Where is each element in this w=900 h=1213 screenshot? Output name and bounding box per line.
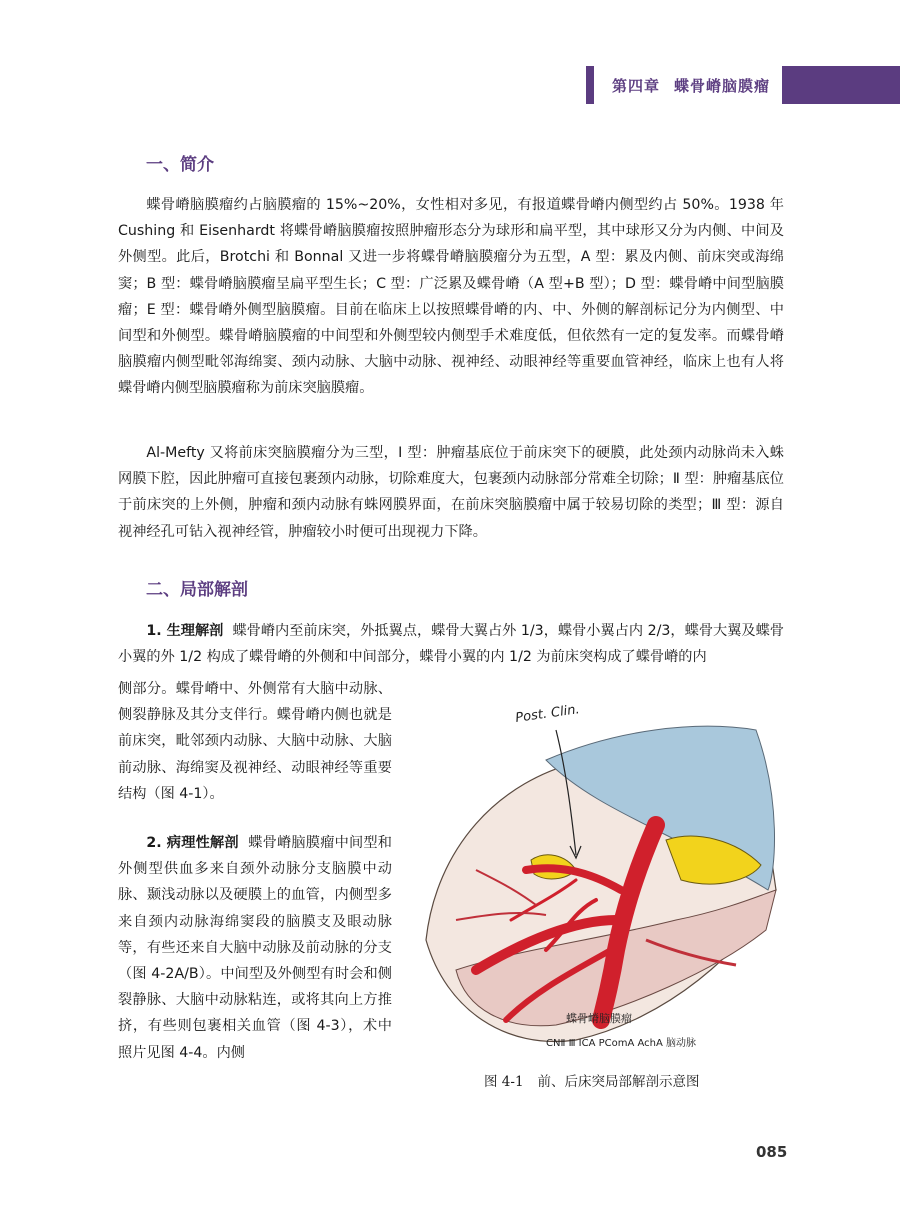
section-heading-anatomy: 二、局部解剖 (146, 580, 248, 600)
chapter-title: 蝶骨嵴脑膜瘤 (674, 77, 771, 95)
figure-title: 前、后床突局部解剖示意图 (537, 1074, 700, 1090)
subheading-pathological-anatomy: 2. 病理性解剖 (146, 835, 239, 851)
anatomy-paragraph-2-text: 蝶骨嵴脑膜瘤中间型和外侧型供血多来自颈外动脉分支脑膜中动脉、颞浅动脉以及硬膜上的血管，内侧型多来自颈内动脉海绵窦段的脑膜支及眼动脉等，有些还来自大脑中动脉及前动脉的分支（图 4-2A/B）。中间型及外侧型有时会和侧裂静脉、大脑中动脉粘连，或将其向上方推挤，有些则包裹相关血管（图 4-3），术中照片见图 4-4。内侧 (118, 835, 392, 1061)
running-header (612, 72, 770, 100)
intro-paragraph-1: 蝶骨嵴脑膜瘤约占脑膜瘤的 15%~20%，女性相对多见，有报道蝶骨嵴内侧型约占 50%。1938 年 Cushing 和 Eisenhardt 将蝶骨嵴脑膜瘤按照肿瘤形态分为球形和扁平型，其中球形又分为内侧、中间及外侧型。此后，Brotchi 和 Bonnal 又进一步将蝶骨嵴脑膜瘤分为五型，A 型：累及内侧、前床突或海绵窦；B 型：蝶骨嵴脑膜瘤呈扁平型生长；C 型：广泛累及蝶骨嵴（A 型+B 型）；D 型：蝶骨嵴中间型脑膜瘤；E 型：蝶骨嵴外侧型脑膜瘤。目前在临床上以按照蝶骨嵴的内、中、外侧的解剖标记分为内侧型、中间型和外侧型。蝶骨嵴脑膜瘤的中间型和外侧型较内侧型手术难度低，但依然有一定的复发率。而蝶骨嵴脑膜瘤内侧型毗邻海绵窦、颈内动脉、大脑中动脉、视神经、动眼神经等重要血管神经，临床上也有人将蝶骨嵴内侧型脑膜瘤称为前床突脑膜瘤。 (118, 197, 784, 397)
anatomical-illustration (416, 690, 796, 1062)
subheading-physiological-anatomy: 1. 生理解剖 (146, 623, 224, 639)
figure-caption (484, 1070, 700, 1090)
anatomy-paragraph-1-text: 蝶骨嵴内至前床突，外抵翼点，蝶骨大翼占外 1/3，蝶骨小翼占内 2/3，蝶骨大翼及蝶骨小翼的外 1/2 构成了蝶骨嵴的外侧和中间部分，蝶骨小翼的内 1/2 为前床突构成了蝶骨嵴的内 (118, 623, 784, 666)
header-color-block (782, 66, 900, 104)
label-post-clin: Post. Clin. (514, 702, 581, 726)
header-accent-bar (586, 66, 594, 104)
page-number: 085 (756, 1143, 788, 1161)
label-structures-note: CNⅡ Ⅲ ICA PComA AchA 脑动脉 (546, 1038, 696, 1049)
section-heading-intro: 一、简介 (146, 155, 214, 175)
intro-paragraph-2: Al-Mefty 又将前床突脑膜瘤分为三型，Ⅰ 型：肿瘤基底位于前床突下的硬膜，此处颈内动脉尚未入蛛网膜下腔，因此肿瘤可直接包裹颈内动脉，切除难度大，包裹颈内动脉部分常难全切除；Ⅱ 型：肿瘤基底位于前床突的上外侧，肿瘤和颈内动脉有蛛网膜界面，在前床突脑膜瘤中属于较易切除的类型；Ⅲ 型：源自视神经孔可钻入视神经管，肿瘤较小时便可出现视力下降。 (118, 445, 784, 540)
figure-number: 图 4-1 (484, 1074, 524, 1090)
anatomy-paragraph-1-continued: 侧部分。蝶骨嵴中、外侧常有大脑中动脉、侧裂静脉及其分支伴行。蝶骨嵴内侧也就是前床突，毗邻颈内动脉、大脑中动脉、大脑前动脉、海绵窦及视神经、动眼神经等重要结构（图 4-1）。 (118, 681, 392, 802)
anatomy-paragraph-2 (118, 830, 392, 1066)
anatomy-paragraph-1-wide (118, 618, 784, 670)
label-tumor-note: 蝶骨嵴脑膜瘤 (566, 1012, 632, 1025)
chapter-number: 第四章 (612, 77, 661, 95)
illustration-canvas (416, 690, 796, 1062)
